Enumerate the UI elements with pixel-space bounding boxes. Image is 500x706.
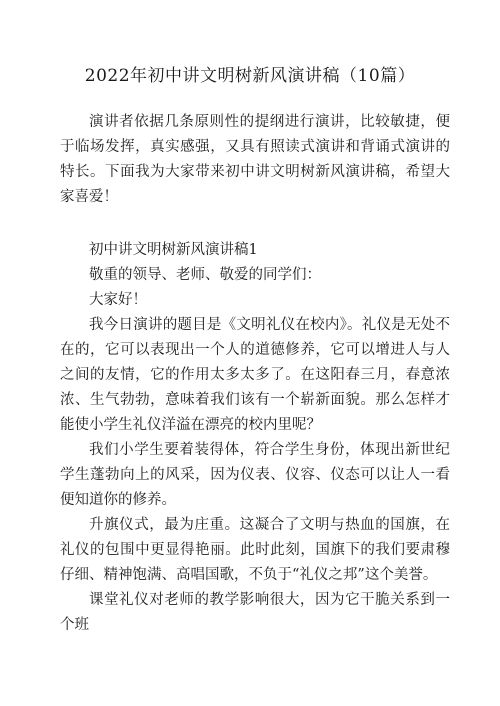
body-paragraph: 我今日演讲的题目是《文明礼仪在校内》。礼仪是无处不在的，它可以表现出一个人的道德修养，它可以增进人与人之间的友情，它的作用太多太多了。在这阳春三月，春意浓浓、生气勃勃，意味着我们该有一个崭新面貌。那么怎样才能使小学生礼仪洋溢在漂亮的校内里呢？ <box>60 317 450 433</box>
body-paragraph: 升旗仪式，最为庄重。这凝合了文明与热血的国旗，在礼仪的包围中更显得艳丽。此时此刻，国旗下的我们要肃穆仔细、精神饱满、高唱国歌，不负于“礼仪之邦”这个美誉。 <box>60 517 450 583</box>
intro-paragraph: 演讲者依据几条原则性的提纲进行演讲，比较敏捷，便于临场发挥，真实感强，又具有照读式演讲和背诵式演讲的特长。下面我为大家带来初中讲文明树新风演讲稿，希望大家喜爱！ <box>60 114 450 205</box>
document-body <box>60 110 450 638</box>
body-paragraph: 我们小学生要着装得体，符合学生身份，体现出新世纪学生蓬勃向上的风采，因为仪表、仪容、仪态可以让人一看便知道你的修养。 <box>60 442 450 508</box>
greeting-line: 敬重的领导、老师、敬爱的同学们： <box>89 267 321 283</box>
section-title: 初中讲文明树新风演讲稿1 <box>89 242 258 258</box>
body-paragraph: 课堂礼仪对老师的教学影响很大，因为它干脆关系到一个班 <box>60 592 450 633</box>
salutation-line: 大家好！ <box>89 292 147 308</box>
document-title: 2022年初中讲文明树新风演讲稿（10篇） <box>84 66 416 86</box>
